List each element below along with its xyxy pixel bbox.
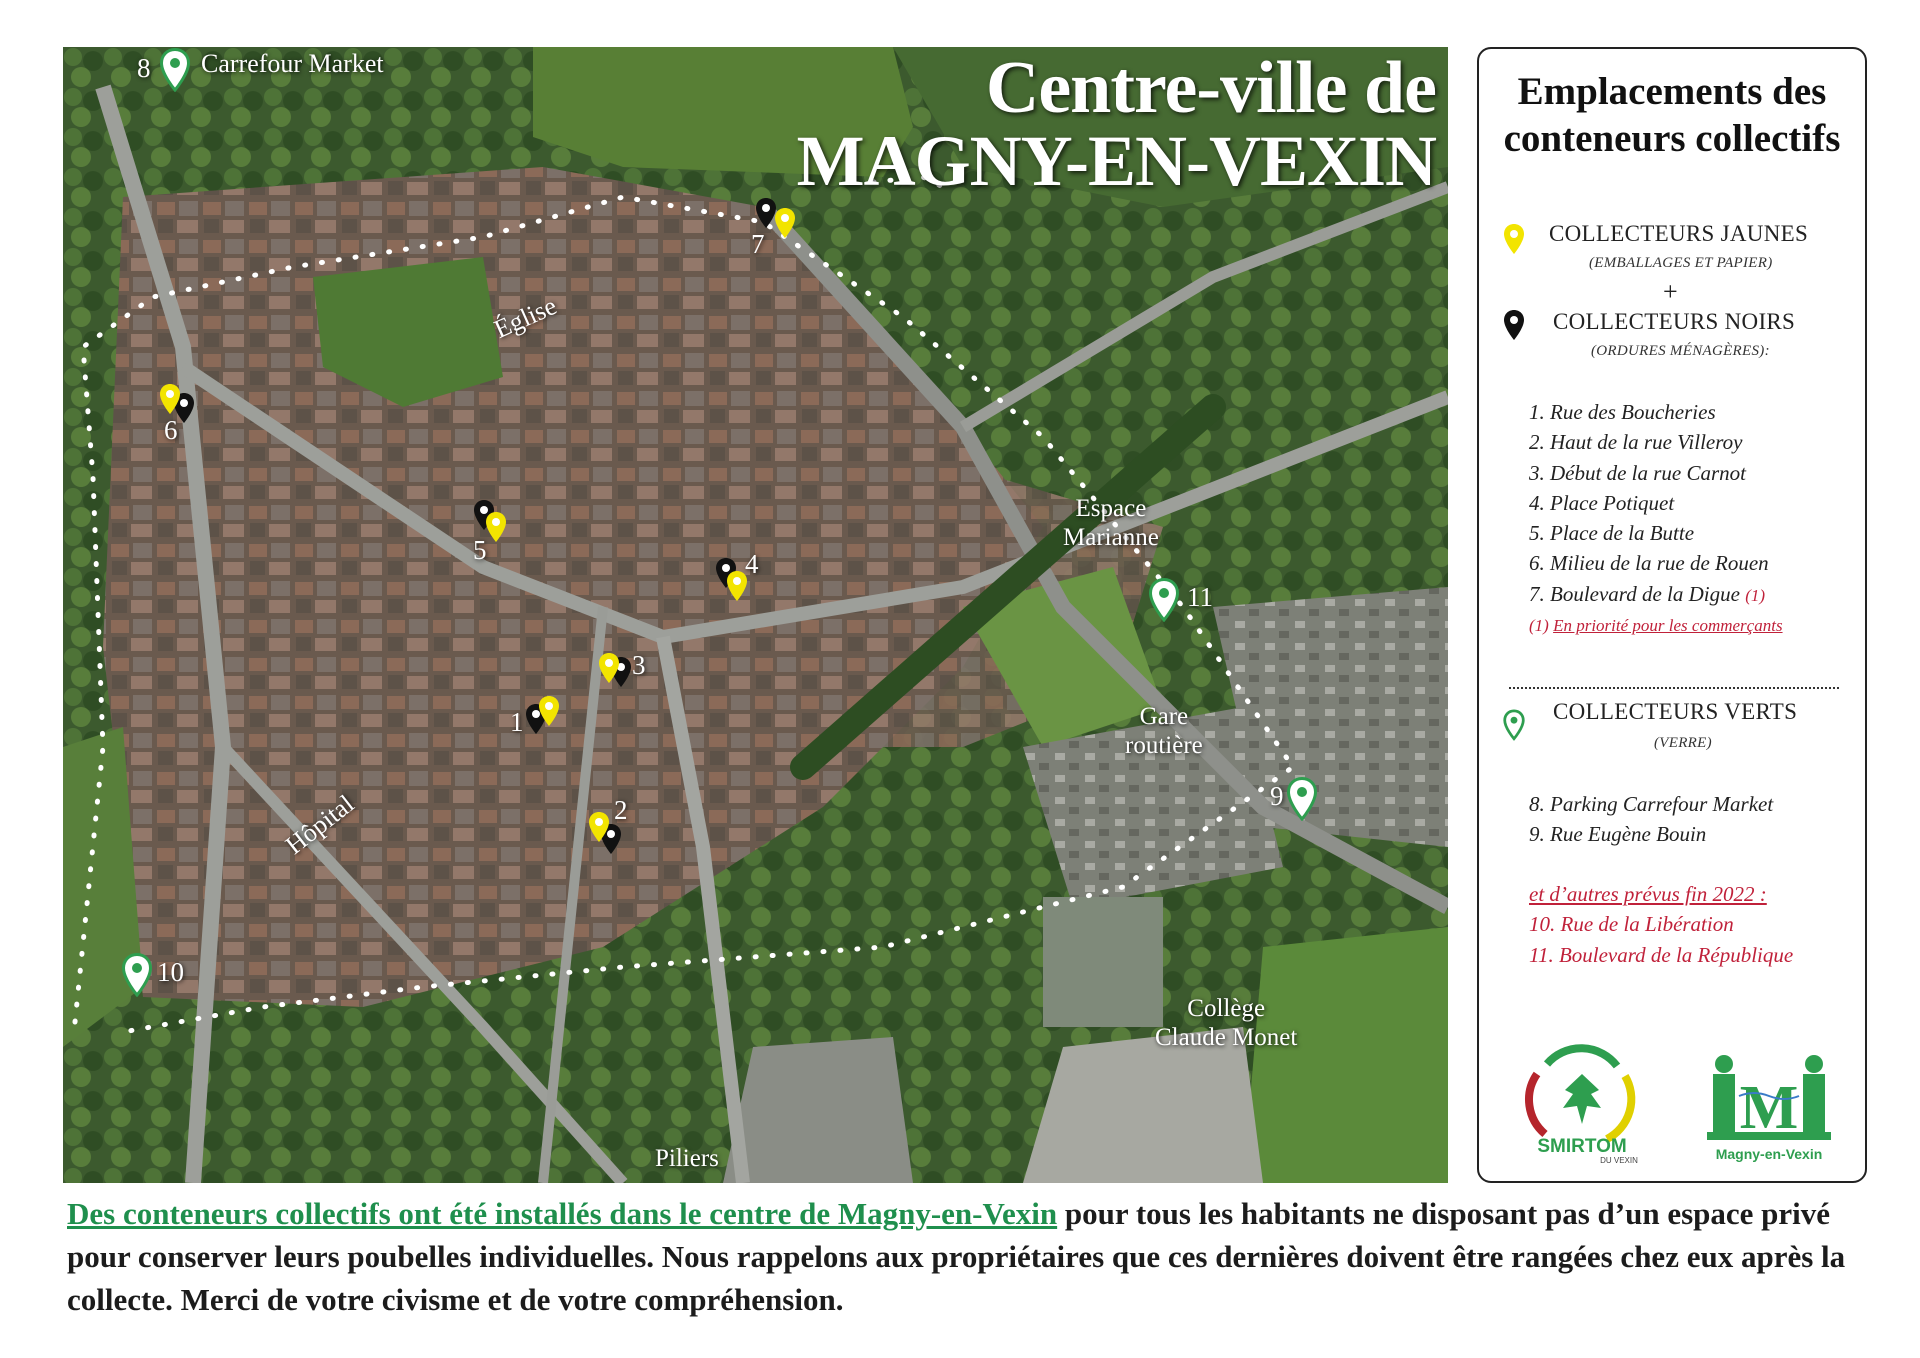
marker-number-2: 2 <box>614 795 628 825</box>
label-hopital: Hôpital <box>280 789 360 861</box>
map-title <box>796 47 1436 201</box>
marker-number-4: 4 <box>745 549 759 579</box>
label-gare-line2: routière <box>1125 731 1203 759</box>
list-item: 3. Début de la rue Carnot <box>1529 460 1746 485</box>
legend-panel <box>1477 47 1867 1183</box>
green-collectors-subtitle: (VERRE) <box>1654 735 1712 751</box>
marker-number-3: 3 <box>632 650 646 680</box>
label-espace-marianne <box>1063 495 1159 553</box>
marker-number-5: 5 <box>473 535 487 565</box>
label-espace-line1: Espace <box>1075 495 1147 522</box>
black-collectors-subtitle: (ORDURES MÉNAGÈRES): <box>1591 343 1770 359</box>
label-eglise: Église <box>489 291 561 345</box>
information-body: pour tous les habitants ne disposant pas d’un espace privé pour conserver leurs poubelles individuelles. Nous rappelons aux propriétaires que ces dernières doivent être rangées chez eux après la collecte. Merci de votre civisme et de votre compréhension. <box>67 1196 1846 1317</box>
yellow-pin-icon[interactable] <box>159 383 181 415</box>
yellow-pin-icon[interactable] <box>598 652 620 684</box>
marker-number-7: 7 <box>751 229 765 259</box>
list-item: 1. Rue des Boucheries <box>1529 400 1716 424</box>
marker-number-9: 9 <box>1270 781 1284 811</box>
divider <box>1509 687 1839 689</box>
marker-number-11: 11 <box>1187 582 1213 612</box>
magny-logo-letter: M <box>1739 1074 1799 1142</box>
yellow-pin-icon <box>1503 223 1525 255</box>
yellow-pin-icon[interactable] <box>485 511 507 543</box>
green-collectors-list <box>1529 789 1773 850</box>
list-item: 8. Parking Carrefour Market <box>1529 792 1774 816</box>
smirtom-logo <box>1507 1044 1657 1164</box>
magny-logo-text: Magny-en-Vexin <box>1715 1146 1823 1162</box>
information-highlight[interactable]: Des conteneurs collectifs ont été installés dans le centre de Magny-en-Vexin <box>67 1196 1058 1231</box>
list-item: 2. Haut de la rue Villeroy <box>1529 430 1743 455</box>
legend-title-line1: Emplacements des <box>1517 70 1827 113</box>
label-espace-line2: Marianne <box>1063 523 1159 551</box>
marker-number-10: 10 <box>157 957 184 987</box>
yellow-collectors-subtitle: (EMBALLAGES ET PAPIER) <box>1589 255 1773 271</box>
list-item <box>1529 579 1783 611</box>
green-pin-icon <box>1503 709 1525 741</box>
list-item: 4. Place Potiquet <box>1529 490 1675 515</box>
legend-title-line2: conteneurs collectifs <box>1503 116 1841 160</box>
green-pin-icon[interactable] <box>1286 777 1318 821</box>
label-gare-line1: Gare <box>1139 703 1189 730</box>
marker-number-6: 6 <box>164 415 178 445</box>
smirtom-logo-text: SMIRTOM <box>1537 1136 1627 1157</box>
magny-en-vexin-logo <box>1699 1044 1839 1164</box>
smirtom-logo-subtext: DU VEXIN <box>1600 1156 1638 1164</box>
list-item: 9. Rue Eugène Bouin <box>1529 822 1707 847</box>
aerial-map[interactable] <box>63 47 1448 1183</box>
list-item: 6. Milieu de la rue de Rouen <box>1529 551 1769 576</box>
footnote-ref: (1) <box>1745 585 1766 605</box>
legend-title <box>1479 69 1865 163</box>
map-title-line1: Centre-ville de <box>985 47 1436 129</box>
footnote-ref: (1) <box>1529 616 1549 636</box>
list-item: 11. Boulevard de la République <box>1529 942 1794 967</box>
label-piliers: Piliers <box>655 1145 719 1172</box>
list-item: 10. Rue de la Libération <box>1529 912 1734 937</box>
black-collectors-list <box>1529 397 1783 641</box>
planned-collectors-list <box>1529 879 1793 970</box>
label-college-claude-monet <box>1155 995 1297 1053</box>
yellow-pin-icon[interactable] <box>774 207 796 239</box>
footnote <box>1529 611 1783 641</box>
black-collectors-heading: COLLECTEURS NOIRS <box>1553 309 1796 334</box>
green-pin-icon[interactable] <box>1148 578 1180 622</box>
plus-sign: + <box>1663 277 1678 306</box>
marker-number-8: 8 <box>137 53 151 83</box>
black-pin-icon <box>1503 309 1525 341</box>
yellow-collectors-heading: COLLECTEURS JAUNES <box>1549 221 1809 246</box>
marker-number-1: 1 <box>510 707 524 737</box>
label-gare-routiere <box>1125 703 1203 761</box>
yellow-pin-icon[interactable] <box>538 695 560 727</box>
green-pin-icon[interactable] <box>159 48 191 92</box>
information-text <box>67 1192 1867 1321</box>
label-college-line2: Claude Monet <box>1155 1023 1298 1051</box>
map-title-line2: MAGNY-EN-VEXIN <box>796 121 1436 201</box>
list-item-text: 7. Boulevard de la Digue <box>1529 581 1740 606</box>
label-carrefour-market: Carrefour Market <box>201 49 384 78</box>
planned-heading-text: et d’autres prévus fin 2022 : <box>1529 882 1767 906</box>
label-college-line1: Collège <box>1187 995 1266 1022</box>
planned-heading <box>1529 879 1793 909</box>
footnote-text: En priorité pour les commerçants <box>1553 616 1783 636</box>
green-collectors-heading: COLLECTEURS VERTS <box>1553 699 1798 724</box>
list-item: 5. Place de la Butte <box>1529 521 1695 546</box>
yellow-pin-icon[interactable] <box>588 811 610 843</box>
green-pin-icon[interactable] <box>121 953 153 997</box>
